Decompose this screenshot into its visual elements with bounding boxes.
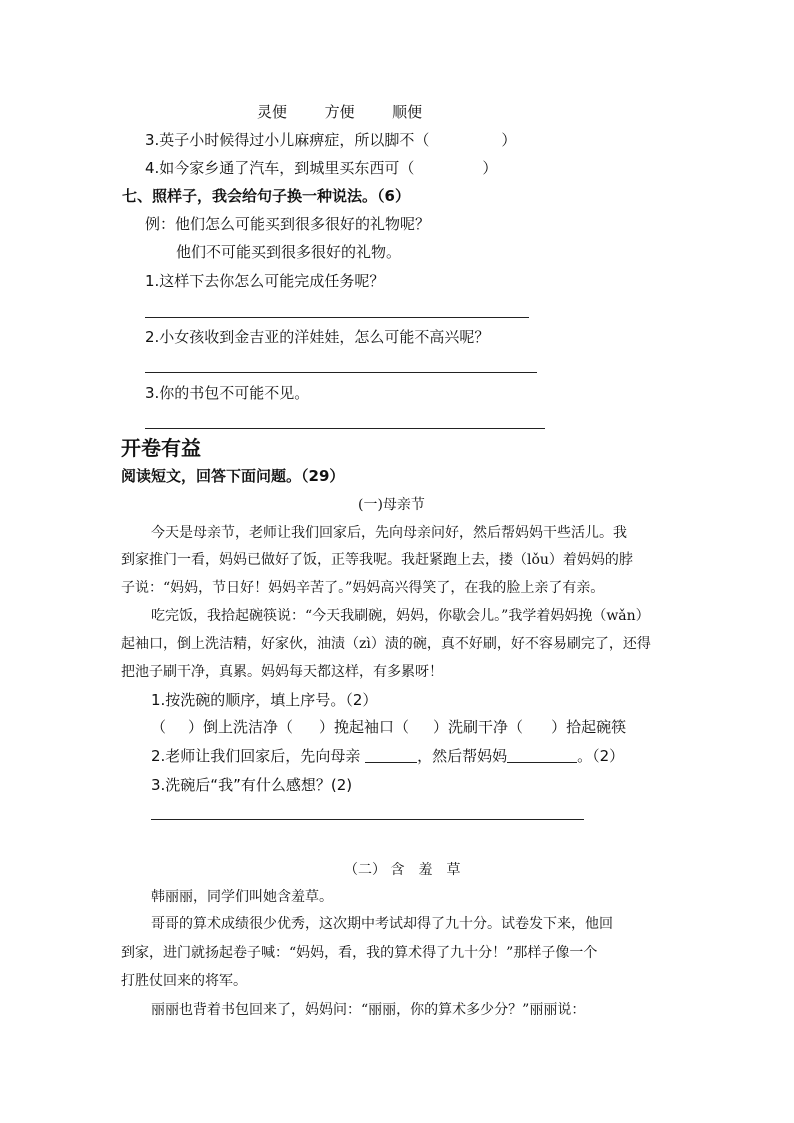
part7-heading: 七、照样子，我会给句子换一种说法。（6） bbox=[122, 187, 410, 205]
fill-blank-2[interactable] bbox=[507, 748, 577, 763]
part6-question-3: 3.英子小时候得过小儿麻痹症，所以脚不（ ） bbox=[145, 131, 517, 149]
passage1-line: 吃完饭，我拾起碗筷说：“今天我刷碗，妈妈，你歇会儿。”我学着妈妈挽（wǎn） bbox=[151, 608, 650, 624]
option-2: 方便 bbox=[324, 103, 355, 121]
passage1-title: (一)母亲节 bbox=[358, 497, 425, 513]
part7-example: 例：他们怎么可能买到很多很好的礼物呢？ bbox=[145, 215, 431, 233]
option-3: 顺便 bbox=[392, 103, 423, 121]
answer-line-1[interactable] bbox=[145, 317, 529, 318]
passage2-line: 丽丽也背着书包回来了，妈妈问：“丽丽，你的算术多少分？”丽丽说： bbox=[151, 1002, 586, 1018]
passage2-line: 到家，进门就扬起卷子喊：“妈妈，看，我的算术得了九十分！”那样子像一个 bbox=[121, 945, 598, 961]
passage1-question-1: 1.按洗碗的顺序，填上序号。（2） bbox=[151, 691, 378, 709]
word-options bbox=[257, 102, 422, 122]
part7-question-1: 1.这样下去你怎么可能完成任务呢？ bbox=[145, 272, 385, 290]
passage2-line: 哥哥的算术成绩很少优秀，这次期中考试却得了九十分。试卷发下来，他回 bbox=[151, 916, 613, 932]
option-1: 灵便 bbox=[257, 103, 288, 121]
passage1-line: 今天是母亲节，老师让我们回家后，先向母亲问好，然后帮妈妈干些活儿。我 bbox=[151, 525, 627, 541]
section-title: 开卷有益 bbox=[121, 436, 201, 460]
passage2-line: 韩丽丽，同学们叫她含羞草。 bbox=[151, 889, 333, 905]
passage1-question-3: 3.洗碗后“我”有什么感想？(2) bbox=[151, 776, 353, 794]
passage1-line: 起袖口，倒上洗洁精，好家伙，油渍（zì）渍的碗，真不好刷，好不容易刷完了，还得 bbox=[121, 636, 651, 652]
part7-question-3: 3.你的书包不可能不见。 bbox=[145, 384, 310, 402]
reading-instruction: 阅读短文，回答下面问题。（29） bbox=[121, 467, 345, 485]
answer-line-4[interactable] bbox=[151, 819, 584, 820]
part6-question-4: 4.如今家乡通了汽车，到城里买东西可（ ） bbox=[145, 159, 498, 177]
answer-line-2[interactable] bbox=[145, 372, 537, 373]
passage2-line: 打胜仗回来的将军。 bbox=[121, 973, 247, 989]
passage1-question-2: 2.老师让我们回家后，先向母亲 ，然后帮妈妈 。（2） bbox=[151, 747, 625, 765]
fill-blank-1[interactable] bbox=[365, 748, 417, 763]
part7-example-answer: 他们不可能买到很多很好的礼物。 bbox=[176, 243, 402, 261]
passage1-line: 到家推门一看，妈妈已做好了饭，正等我呢。我赶紧跑上去，搂（lǒu）着妈妈的脖 bbox=[121, 552, 633, 568]
passage2-title: （二） 含 羞 草 bbox=[344, 862, 461, 878]
answer-line-3[interactable] bbox=[145, 428, 545, 429]
passage1-line: 把池子刷干净，真累。妈妈每天都这样，有多累呀！ bbox=[121, 664, 443, 680]
part7-question-2: 2.小女孩收到金吉亚的洋娃娃，怎么可能不高兴呢？ bbox=[145, 328, 490, 346]
sequence-blanks: （ ）倒上洗洁净（ ）挽起袖口（ ）洗刷干净（ ）拾起碗筷 bbox=[151, 718, 627, 736]
passage1-line: 子说：“妈妈，节日好！妈妈辛苦了。”妈妈高兴得笑了，在我的脸上亲了有亲。 bbox=[121, 580, 605, 596]
